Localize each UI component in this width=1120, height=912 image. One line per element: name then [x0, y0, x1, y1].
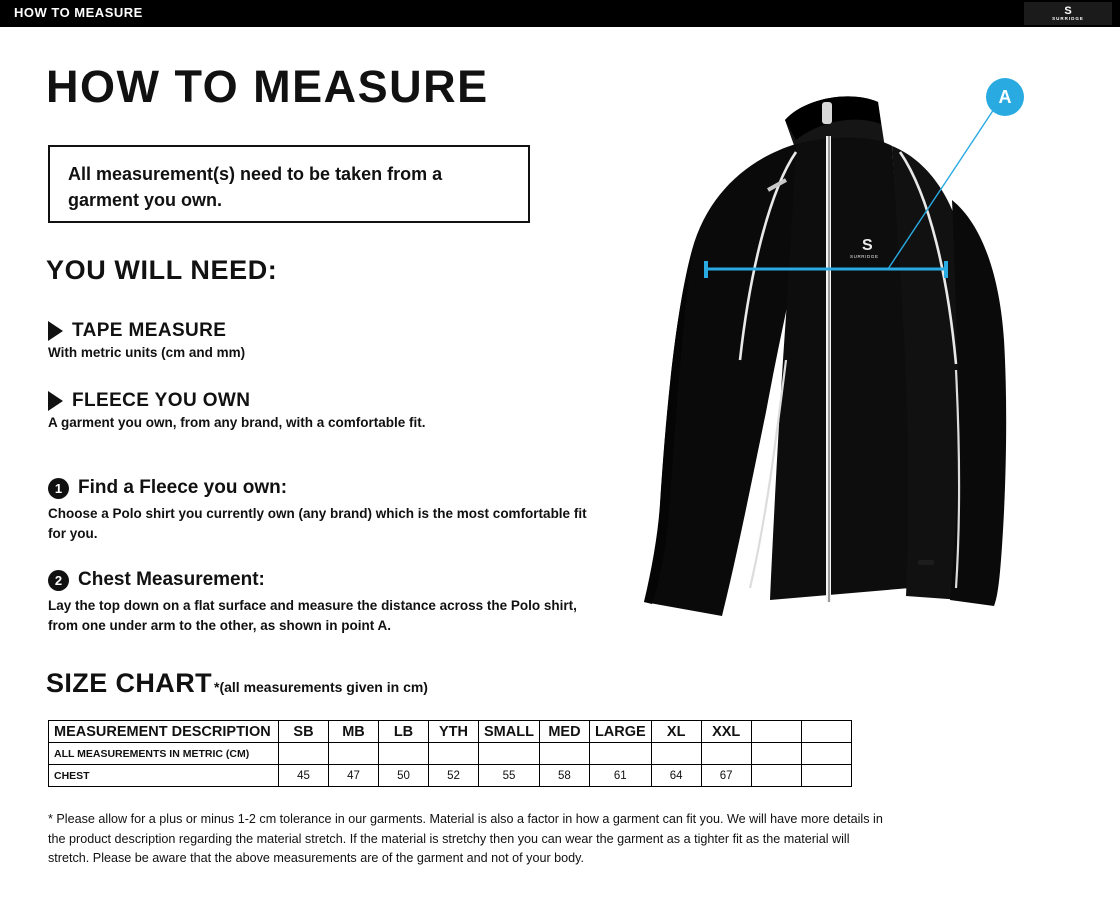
table-header-size: SB [279, 721, 329, 743]
table-header-blank [801, 721, 851, 743]
footnote-text: * Please allow for a plus or minus 1-2 cm tolerance in our garments. Material is also a factor in how a garment can fit you. We will have more details in the product description regarding the material stretch. If the material is stretchy then you can wear the garment as a tighter fit as the material will stretch. Please be aware that the above measurements are of the garment and not of your body. [48, 812, 883, 866]
step-1 [48, 477, 588, 543]
step-body: Choose a Polo shirt you currently own (any brand) which is the most comfortable fit for you. [48, 506, 587, 541]
table-header-size: MB [329, 721, 379, 743]
chest-value: 55 [479, 765, 540, 787]
size-chart-table [48, 720, 852, 787]
svg-text:S: S [862, 237, 873, 254]
chest-value: 67 [701, 765, 751, 787]
step-number-badge: 2 [48, 570, 69, 591]
product-image [600, 40, 1120, 660]
metric-row-cell [329, 743, 379, 765]
size-chart-subtitle: *(all measurements given in cm) [214, 679, 428, 695]
row-label-chest: CHEST [49, 765, 279, 787]
metric-row-cell [701, 743, 751, 765]
need-item-fleece [48, 390, 426, 430]
table-header-row [49, 721, 852, 743]
metric-row-cell [279, 743, 329, 765]
chest-value-blank [751, 765, 801, 787]
page-title: HOW TO MEASURE [46, 61, 489, 112]
chest-value: 47 [329, 765, 379, 787]
logo-wordmark: SURRIDGE [1052, 15, 1084, 21]
need-item-subtitle: A garment you own, from any brand, with a comfortable fit. [48, 415, 426, 430]
table-header-size: SMALL [479, 721, 540, 743]
surridge-logo [1024, 2, 1112, 25]
table-header-size: YTH [429, 721, 479, 743]
chest-value: 64 [651, 765, 701, 787]
metric-row-cell [651, 743, 701, 765]
size-chart-title: SIZE CHART [46, 668, 212, 698]
step-title: Find a Fleece you own: [78, 477, 288, 498]
svg-text:SURRIDGE: SURRIDGE [850, 254, 879, 259]
step-title: Chest Measurement: [78, 569, 265, 590]
you-will-need-heading: YOU WILL NEED: [46, 255, 278, 285]
metric-row-cell [479, 743, 540, 765]
metric-row-cell [429, 743, 479, 765]
need-item-subtitle: With metric units (cm and mm) [48, 345, 246, 360]
table-row [49, 743, 852, 765]
triangle-bullet-icon [48, 391, 63, 411]
chest-value: 52 [429, 765, 479, 787]
step-number-badge: 1 [48, 478, 69, 499]
fleece-jacket-illustration [600, 40, 1120, 660]
table-header-blank [751, 721, 801, 743]
need-item-tape-measure [48, 320, 245, 360]
measurement-note-text: All measurement(s) need to be taken from a garment you own. [68, 164, 443, 211]
table-header-size: MED [539, 721, 589, 743]
metric-row-cell [539, 743, 589, 765]
metric-row-cell [589, 743, 651, 765]
need-item-title: TAPE MEASURE [72, 320, 227, 341]
triangle-bullet-icon [48, 321, 63, 341]
chest-value: 58 [539, 765, 589, 787]
metric-row-label: ALL MEASUREMENTS IN METRIC (CM) [49, 743, 279, 765]
need-item-title: FLEECE YOU OWN [72, 390, 251, 411]
chest-value: 50 [379, 765, 429, 787]
logo-letter: S [1064, 4, 1072, 17]
top-bar [0, 0, 1120, 27]
step-body: Lay the top down on a flat surface and measure the distance across the Polo shirt, from one under arm to the other, as shown in point A. [48, 598, 577, 633]
chest-value-blank [801, 765, 851, 787]
measurement-note-box [48, 145, 530, 223]
table-header-description: MEASUREMENT DESCRIPTION [49, 721, 279, 743]
step-2 [48, 569, 593, 635]
table-header-size: XL [651, 721, 701, 743]
chest-value: 45 [279, 765, 329, 787]
table-header-size: XXL [701, 721, 751, 743]
top-bar-title: HOW TO MEASURE [14, 5, 143, 20]
chest-value: 61 [589, 765, 651, 787]
metric-row-cell [751, 743, 801, 765]
size-chart-heading [46, 668, 428, 699]
callout-a-badge: A [986, 78, 1024, 116]
table-header-size: LARGE [589, 721, 651, 743]
table-row [49, 765, 852, 787]
metric-row-cell [801, 743, 851, 765]
metric-row-cell [379, 743, 429, 765]
table-header-size: LB [379, 721, 429, 743]
